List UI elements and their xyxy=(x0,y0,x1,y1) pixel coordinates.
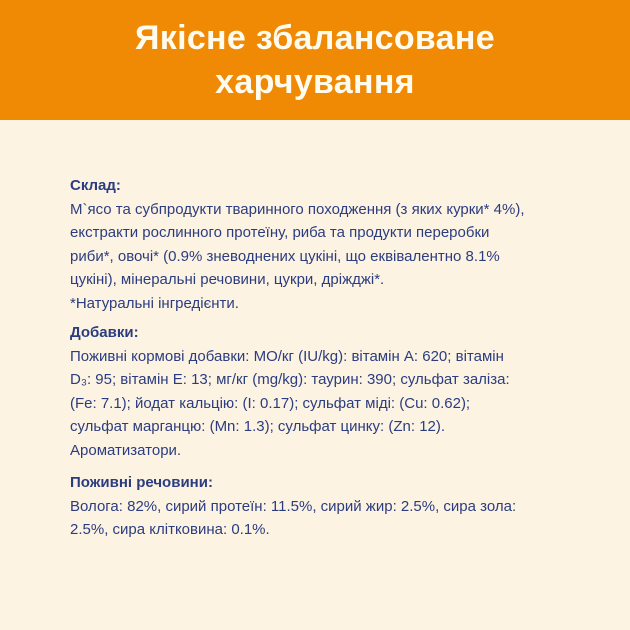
text-line: Ароматизатори. xyxy=(70,441,182,459)
text-line: риби*, овочі* (0.9% зневоднених цукіні, що еквівалентно 8.1% xyxy=(70,247,500,265)
text-line: М`ясо та субпродукти тваринного походження (з яких курки* 4%), xyxy=(70,200,525,218)
text-line: *Натуральні інгредієнти. xyxy=(70,294,239,312)
nutrients-section xyxy=(70,471,516,542)
text-line: Волога: 82%, сирий протеїн: 11.5%, сирий жир: 2.5%, сира зола: xyxy=(70,497,517,515)
title-line: Якісне збалансоване xyxy=(135,19,495,57)
section-heading: Поживні речовини: xyxy=(70,474,213,491)
composition-section xyxy=(70,174,525,315)
text-line: екстракти рослинного протеїну, риба та продукти переробки xyxy=(70,224,490,241)
title-line: харчування xyxy=(215,63,415,101)
text-line: цукіні), мінеральні речовини, цукри, дріжджі*. xyxy=(70,271,385,288)
text-line: Поживні кормові добавки: МО/кг (IU/kg): вітамін А: 620; вітамін xyxy=(70,347,504,365)
text-line: сульфат марганцю: (Mn: 1.3); сульфат цинку: (Zn: 12). xyxy=(70,418,446,435)
text-line: D₃: 95; вітамін Е: 13; мг/кг (mg/kg): таурин: 390; сульфат заліза: xyxy=(70,371,510,388)
additives-section xyxy=(70,321,510,462)
section-heading: Склад: xyxy=(70,177,121,194)
header-banner xyxy=(0,0,630,120)
text-line: 2.5%, сира клітковина: 0.1%. xyxy=(70,521,270,538)
section-heading: Добавки: xyxy=(70,324,139,341)
text-line: (Fe: 7.1); йодат кальцію: (I: 0.17); сульфат міді: (Cu: 0.62); xyxy=(70,394,471,412)
